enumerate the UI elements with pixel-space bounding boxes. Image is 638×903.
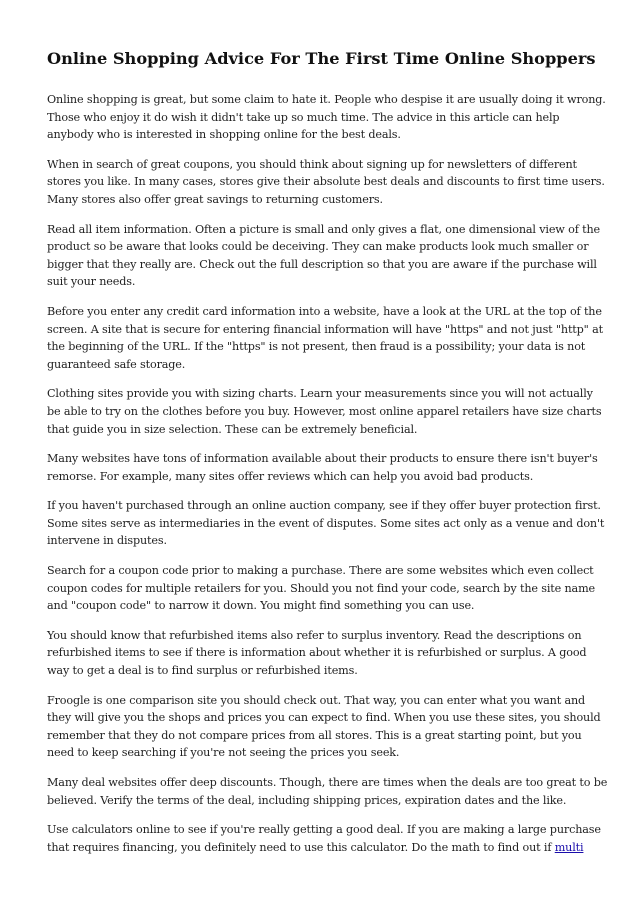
paragraph-line: Read all item information. Often a picture is small and only gives a flat, one dimensional view of the: [47, 222, 600, 236]
paragraph-10: [47, 692, 601, 762]
paragraph-line: and "coupon code" to narrow it down. You might find something you can use.: [47, 599, 475, 613]
paragraph-line: the beginning of the URL. If the "https" is not present, then fraud is a possibility; your data is not: [47, 340, 586, 354]
paragraph-line: Those who enjoy it do wish it didn't take up so much time. The advice in this article can help: [47, 110, 560, 124]
paragraph-7: [47, 497, 605, 550]
paragraph-line: Before you enter any credit card information into a website, have a look at the URL at the top of the: [47, 304, 602, 318]
paragraph-4: [47, 303, 603, 373]
paragraph-line: Search for a coupon code prior to making a purchase. There are some websites which even collect: [47, 564, 594, 578]
paragraph-line: Many deal websites offer deep discounts. Though, there are times when the deals are too great to be: [47, 776, 608, 789]
paragraph-line: Some sites serve as intermediaries in the event of disputes. Some sites act only as a venue and don't: [47, 516, 605, 530]
paragraph-line: Many websites have tons of information available about their products to ensure there isn't buyer's: [47, 452, 598, 466]
document-body: [47, 91, 608, 809]
paragraph-line: You should know that refurbished items also refer to surplus inventory. Read the descriptions on: [47, 628, 582, 642]
paragraph-line: coupon codes for multiple retailers for you. Should you not find your code, search by the site name: [47, 581, 596, 595]
paragraph-line: that guide you in size selection. These can be extremely beneficial.: [47, 422, 418, 436]
paragraph-line: they will give you the shops and prices you can expect to find. When you use these sites, you should: [47, 711, 601, 725]
paragraph-line: When in search of great coupons, you should think about signing up for newsletters of different: [47, 157, 577, 171]
paragraph-2: [47, 156, 605, 209]
paragraph-line-text: that requires financing, you definitely need to use this calculator. Do the math to find out if: [47, 840, 555, 854]
paragraph-line: way to get a deal is to find surplus or refurbished items.: [47, 664, 358, 678]
paragraph-line: screen. A site that is secure for entering financial information will have "https" and not just "http" at: [47, 322, 603, 336]
multi-link[interactable]: multi: [554, 840, 584, 854]
paragraph-line: guaranteed safe storage.: [47, 357, 186, 371]
paragraph-1: [47, 91, 606, 144]
paragraph-3: [47, 221, 600, 291]
paragraph-11: [47, 774, 608, 809]
paragraph-line: remember that they do not compare prices from all stores. This is a great starting point, but you: [47, 728, 582, 742]
paragraph-line: stores you like. In many cases, stores give their absolute best deals and discounts to first time users.: [47, 175, 605, 189]
document-page: [47, 48, 608, 868]
paragraph-line: product so be aware that looks could be deceiving. They can make products look much smaller or: [47, 240, 589, 254]
paragraph-line: Many stores also offer great savings to returning customers.: [47, 192, 383, 206]
paragraph-6: [47, 450, 597, 485]
paragraph-5: [47, 385, 602, 438]
paragraph-line: anybody who is interested in shopping online for the best deals.: [47, 128, 401, 142]
paragraph-line: be able to try on the clothes before you buy. However, most online apparel retailers have size charts: [47, 404, 602, 418]
paragraph-line: Froogle is one comparison site you should check out. That way, you can enter what you want and: [47, 693, 586, 707]
paragraph-line: refurbished items to see if there is information about whether it is refurbished or surplus. A good: [47, 646, 587, 660]
paragraph-line: bigger that they really are. Check out the full description so that you are aware if the purchase will: [47, 257, 597, 271]
paragraph-line: intervene in disputes.: [47, 534, 167, 548]
paragraph-9: [47, 627, 597, 680]
document-title: Online Shopping Advice For The First Time Online Shoppers: [47, 49, 596, 68]
paragraph-line-with-link: [47, 839, 597, 857]
paragraph-8: [47, 562, 597, 615]
paragraph-line: If you haven't purchased through an online auction company, see if they offer buyer protection first.: [47, 499, 601, 513]
paragraph-line: believed. Verify the terms of the deal, including shipping prices, expiration dates and the like.: [47, 793, 567, 807]
paragraph-line: Use calculators online to see if you're really getting a good deal. If you are making a large purchase: [47, 823, 601, 837]
paragraph-line: Online shopping is great, but some claim to hate it. People who despise it are usually doing it wrong.: [47, 93, 606, 106]
paragraph-last: [47, 821, 601, 856]
paragraph-line: suit your needs.: [47, 275, 136, 289]
paragraph-line: Clothing sites provide you with sizing charts. Learn your measurements since you will not actually: [47, 387, 593, 401]
paragraph-line: remorse. For example, many sites offer reviews which can help you avoid bad products.: [47, 469, 534, 483]
paragraph-line: need to keep searching if you're not seeing the prices you seek.: [47, 746, 400, 760]
